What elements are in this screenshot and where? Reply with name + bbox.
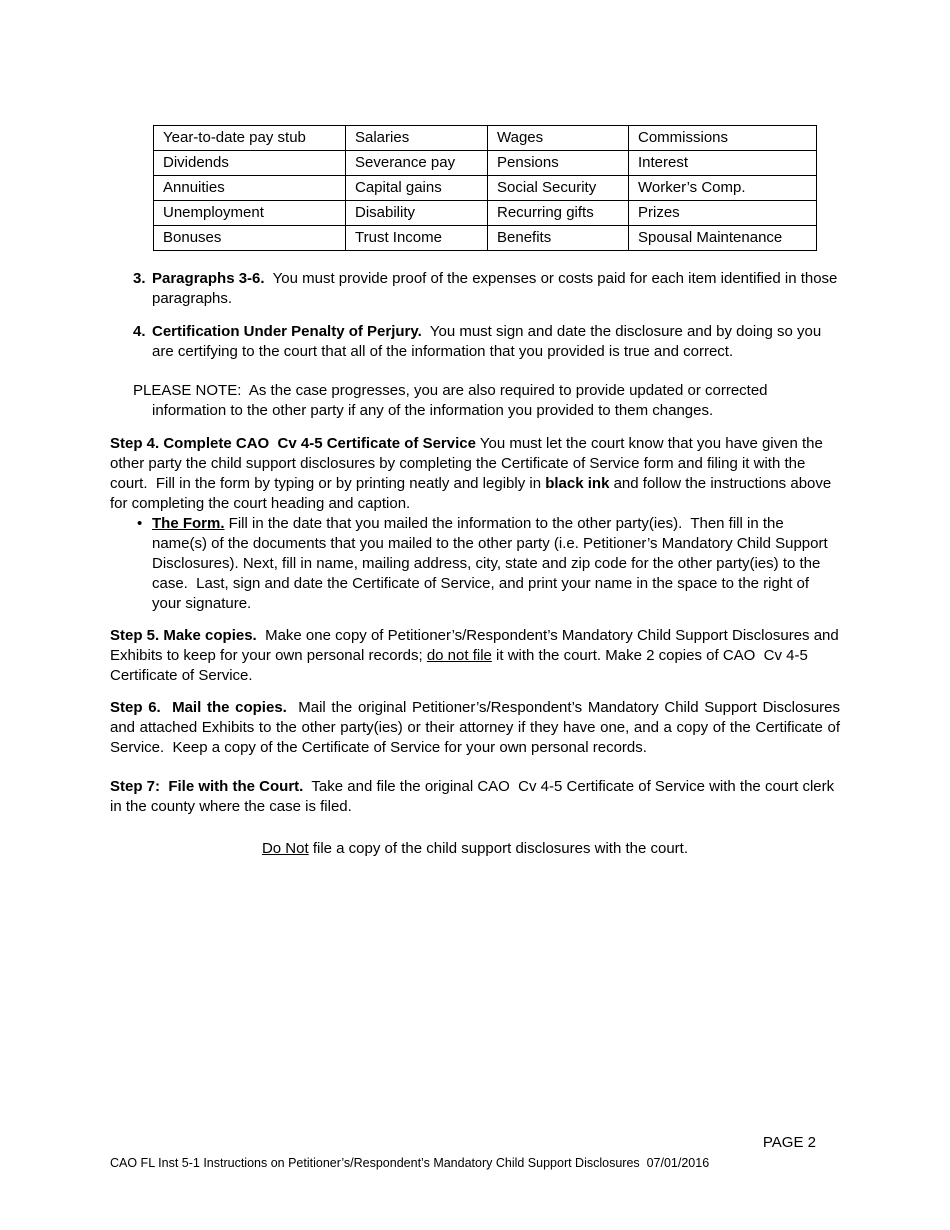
step-6-paragraph: [110, 698, 845, 758]
step-5-heading: Step 5. Make copies.: [110, 627, 257, 644]
document-content: [110, 125, 845, 859]
please-note-label: PLEASE NOTE:: [133, 382, 242, 399]
table-cell: Worker’s Comp.: [629, 176, 817, 201]
table-cell: Disability: [346, 201, 488, 226]
table-cell: Trust Income: [346, 226, 488, 251]
table-cell: Bonuses: [154, 226, 346, 251]
table-cell: Severance pay: [346, 151, 488, 176]
item-number: 3.: [133, 270, 146, 287]
table-cell: Prizes: [629, 201, 817, 226]
step-4-emphasis: black ink: [545, 475, 610, 492]
step-5-text: Make one copy of Petitioner’s/Respondent’s Mandatory Child Support Disclosures and Exhibits to keep for your own personal records;: [110, 627, 843, 664]
table-row: [154, 126, 817, 151]
do-not-file-line: [110, 839, 840, 859]
table-cell: Capital gains: [346, 176, 488, 201]
income-sources-table: [153, 125, 817, 251]
step-6-heading: Step 6. Mail the copies.: [110, 699, 287, 716]
bullet-text: Fill in the date that you mailed the information to the other party(ies). Then fill in the name(s) of the documents that you mailed to the other party (i.e. Petitioner’s Mandatory Child Support Disclosures). Next, fill in name, mailing address, city, state and zip code for the other party(ies) to the case. Last, sign and date the Certificate of Service, and print your name in the space to the right of your signature.: [152, 515, 832, 612]
table-cell: Pensions: [488, 151, 629, 176]
do-not-underline: Do Not: [261, 840, 309, 857]
step-7-paragraph: [110, 777, 840, 817]
step-5-underline: do not file: [426, 647, 492, 664]
item-heading: Paragraphs 3-6.: [152, 270, 265, 287]
please-note-text: As the case progresses, you are also required to provide updated or corrected information to the other party if any of the information you provided to them changes.: [152, 382, 772, 419]
step-5-text: it with the court. Make 2 copies of CAO Cv 4-5 Certificate of Service.: [110, 647, 813, 684]
table-cell: Year-to-date pay stub: [154, 126, 346, 151]
step-4-paragraph: [110, 434, 840, 514]
table-cell: Interest: [629, 151, 817, 176]
table-cell: Salaries: [346, 126, 488, 151]
table-cell: Commissions: [629, 126, 817, 151]
table-cell: Social Security: [488, 176, 629, 201]
footer-document-id: CAO FL Inst 5-1 Instructions on Petitioner’s/Respondent’s Mandatory Child Support Disclosures 07/01/2016: [110, 1156, 710, 1170]
table-cell: Spousal Maintenance: [629, 226, 817, 251]
page-number: PAGE 2: [762, 1134, 816, 1151]
table-cell: Recurring gifts: [488, 201, 629, 226]
step-7-heading: Step 7: File with the Court.: [110, 778, 304, 795]
table-cell: Annuities: [154, 176, 346, 201]
item-text: You must sign and date the disclosure and by doing so you are certifying to the court that all of the information that you provided is true and correct.: [152, 323, 826, 360]
table-row: [154, 226, 817, 251]
bullet-heading: The Form.: [152, 515, 225, 532]
bullet-icon: •: [137, 515, 143, 532]
the-form-bullet: [110, 514, 840, 614]
table-cell: Unemployment: [154, 201, 346, 226]
item-heading: Certification Under Penalty of Perjury.: [152, 323, 422, 340]
table-row: [154, 201, 817, 226]
step-4-text: and follow the instructions above for completing the court heading and caption.: [110, 475, 836, 512]
step-4-text: You must let the court know that you have given the other party the child support disclosures by completing the Certificate of Service form and filing it with the court. Fill in the form by typing or by printing neatly and legibly in: [110, 435, 828, 492]
step-5-paragraph: [110, 626, 843, 686]
table-cell: Benefits: [488, 226, 629, 251]
numbered-item-4: [110, 322, 840, 362]
table-row: [154, 151, 817, 176]
step-4-heading: Step 4. Complete CAO Cv 4-5 Certificate of Service: [110, 435, 476, 452]
step-7-text: Take and file the original CAO Cv 4-5 Certificate of Service with the court clerk in the county where the case is filed.: [110, 778, 839, 815]
table-cell: Wages: [488, 126, 629, 151]
item-text: You must provide proof of the expenses or costs paid for each item identified in those paragraphs.: [152, 270, 842, 307]
table-row: [154, 176, 817, 201]
table-cell: Dividends: [154, 151, 346, 176]
do-not-text: file a copy of the child support disclosures with the court.: [308, 840, 689, 857]
step-6-text: Mail the original Petitioner’s/Respondent’s Mandatory Child Support Disclosures and attached Exhibits to the other party(ies) or their attorney if they have one, and a copy of the Certificate of Service. Keep a copy of the Certificate of Service for your own personal records.: [110, 699, 845, 756]
please-note-paragraph: [110, 381, 840, 421]
numbered-item-3: [110, 269, 840, 309]
item-number: 4.: [133, 323, 146, 340]
